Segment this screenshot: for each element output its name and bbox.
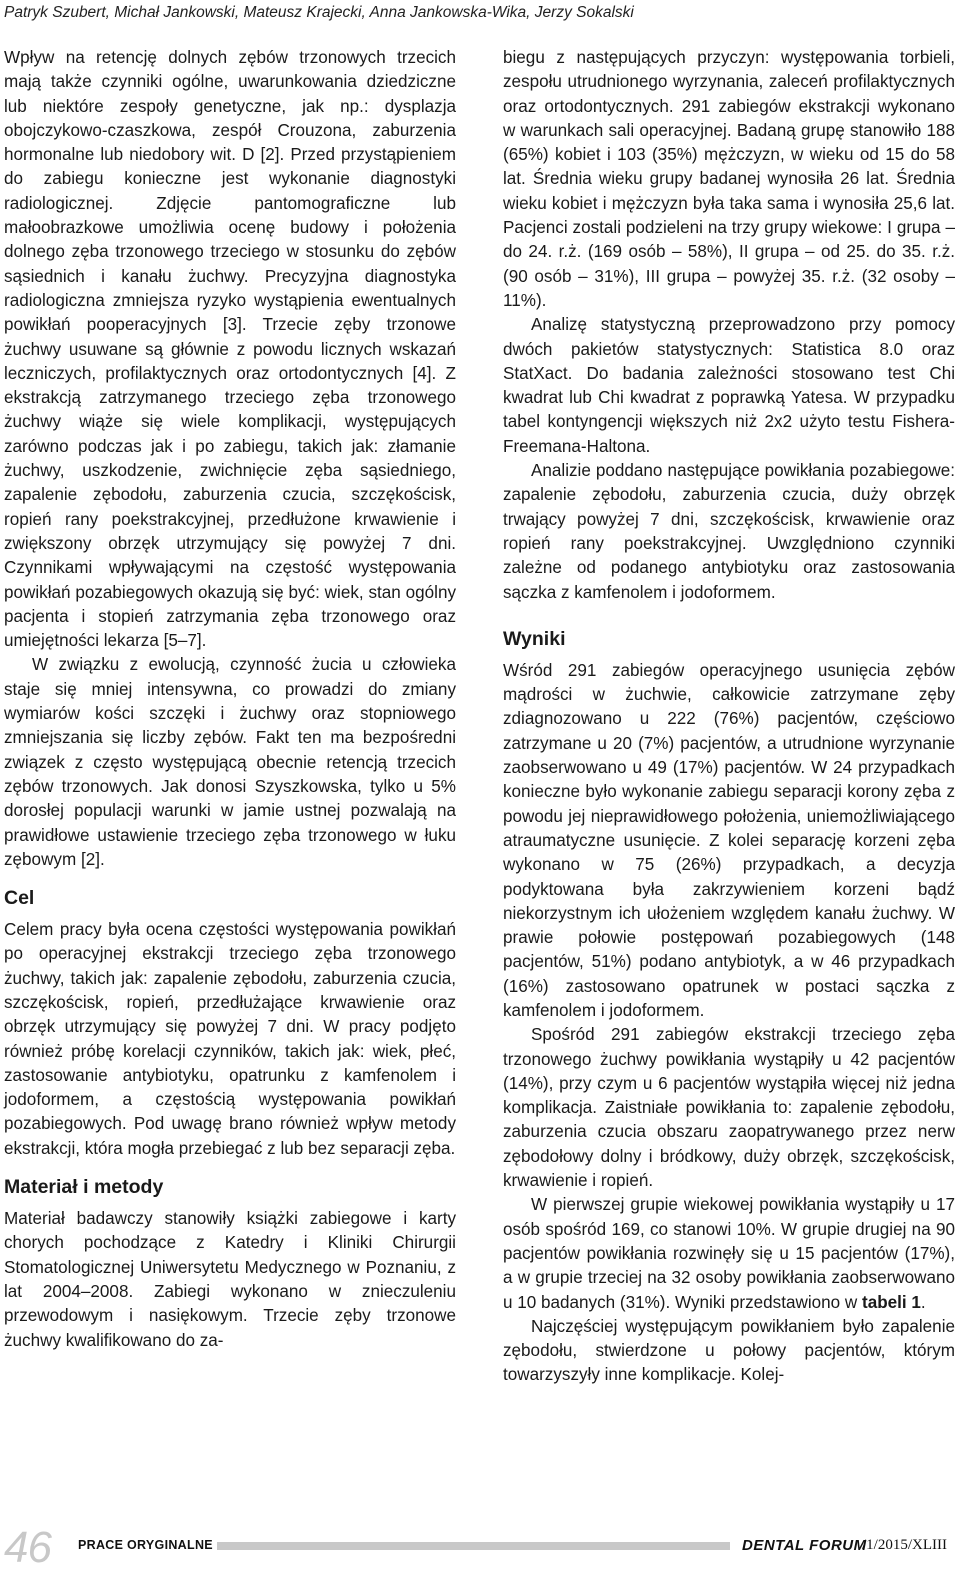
methods-paragraph: Analizie poddano następujące powikłania pozabiegowe: zapalenie zębodołu, zaburzenia czucia, duży obrzęk trwający powyżej 7 dni, szczękościsk, krwawienie oraz ropień rany poekstrakcyjnej. Uwzględniono czynniki zależne od podanego antybiotyku oraz zastosowania sączka z kamfenolem i jodoformem. xyxy=(503,461,955,602)
results-paragraph: Najczęściej występującym powikłaniem było zapalenie zębodołu, stwierdzone u połowy pacjentów, którym towarzyszyły inne komplikacje. Kolej- xyxy=(503,1316,955,1385)
journal-issue: /1/2015/XLIII xyxy=(862,1537,947,1553)
intro-paragraph: Wpływ na retencję dolnych zębów trzonowych trzecich mają także czynniki ogólne, uwarunkowania dziedziczne lub niektóre zespoły genetyczne, jak np.: dysplazja obojczykowo-czaszkowa, zespół Crouzona, zaburzenia hormonalne lub niedobory wit. D [2]. Przed przystąpieniem do zabiegu konieczne jest wykonanie diagnostyki radiologicznej. Zdjęcie pantomograficzne lub małoobrazkowe umożliwia ocenę budowy i położenia dolnego zęba trzonowego trzeciego w stosunku do zębów sąsiednich i kanału żuchwy. Precyzyjna diagnostyka radiologiczna zmniejsza ryzyko wystąpienia ewentualnych powikłań pooperacyjnych [3]. Trzecie zęby trzonowe żuchwy usuwane są głównie z powodu licznych wskazań leczniczych, profilaktycznych oraz ortodontycznych [4]. Z ekstrakcją zatrzymanego trzeciego zęba trzonowego żuchwy wiąże się wiele komplikacji, występujących zarówno podczas jak i po zabiegu, takich jak: złamanie żuchwy, uszkodzenie, zwichnięcie zęba sąsiedniego, zapalenie zębodołu, zaburzenia czucia, szczękościsk, ropień rany poekstrakcyjnej, przedłużone krwawienie i zwiększony obrzęk utrzymujący się powyżej 7 dni. Czynnikami wpływającymi na częstość występowania powikłań pozabiegowych okazują się być: wiek, stan ogólny pacjenta i stopień zatrzymania zęba trzonowego oraz umiejętności lekarza [5–7]. xyxy=(4,48,456,651)
results-paragraph xyxy=(503,1193,955,1314)
results-paragraph: Wśród 291 zabiegów operacyjnego usunięcia zębów mądrości w żuchwie, całkowicie zatrzymane zęby zdiagnozowano u 222 (76%) pacjentów, częściowo zatrzymane u 20 (7%) pacjentów, a utrudnione wyrzynanie zaobserwowano u 49 (17%) pacjentów. W 24 przypadkach konieczne było wykonanie zabiegu separacji korony zęba z powodu jej nieprawidłowego położenia, uniemożliwiającego atraumatyczne usunięcie. Z kolei separację korzeni zęba wykonano w 75 (26%) przypadkach, a decyzja podyktowana była zakrzywieniem korzeni bądź niekorzystnym ich ułożeniem względem kanału żuchwy. W prawie połowie postępowań pozabiegowych (148 pacjentów, 51%) podano antybiotyk, a w 46 przypadkach (16%) zastosowano opatrunek w postaci sączka z kamfenolem i jodoformem. xyxy=(503,660,955,1020)
methods-paragraph: Materiał badawczy stanowiły książki zabiegowe i karty chorych pochodzące z Katedry i Kliniki Chirurgii Stomatologicznej Uniwersytetu Medycznego w Poznaniu, z lat 2004–2008. Zabiegi wykonano w znieczuleniu przewodowym i nasiękowym. Trzecie zęby trzonowe żuchwy kwalifikowano do za- xyxy=(4,1209,456,1350)
methods-paragraph-continued: biegu z następujących przyczyn: występowania torbieli, zespołu utrudnionego wyrzynania, zaleceń profilaktycznych oraz ortodontycznych. 291 zabiegów ekstrakcji wykonano w warunkach sali operacyjnej. Badaną grupę stanowiło 188 (65%) kobiet i 103 (35%) mężczyzn, w wieku od 15 do 58 lat. Średnia wieku grupy badanej wynosiła 26 lat. Średnia wieku kobiet i mężczyzn była taka sama i wynosiła 25,6 lat. Pacjenci zostali podzieleni na trzy grupy wiekowe: I grupa – do 24. r.ż. (169 osób – 58%), II grupa – od 25. do 35. r.ż. (90 osób – 31%), III grupa – powyżej 35. r.ż. (32 osoby – 11%). xyxy=(503,48,955,310)
left-column xyxy=(4,46,456,1353)
article-authors: Patryk Szubert, Michał Jankowski, Mateusz Krajecki, Anna Jankowska-Wika, Jerzy Sokalski xyxy=(4,4,634,21)
intro-paragraph: W związku z ewolucją, czynność żucia u człowieka staje się mniej intensywna, co prowadzi do zmiany wymiarów kości szczęki i żuchwy oraz stopniowego zmniejszania się liczby zębów. Fakt ten ma bezpośredni związek z często występującą obecnie retencją trzecich zębów trzonowych. Jak donosi Szyszkowska, tylko u 5% dorosłej populacji warunki w jamie ustnej pozwalają na prawidłowe ustawienie trzeciego zęba trzonowego w łuku zębowym [2]. xyxy=(4,655,456,869)
results-text-end: . xyxy=(920,1292,926,1312)
results-paragraph: Spośród 291 zabiegów ekstrakcji trzeciego zęba trzonowego żuchwy powikłania wystąpiły u 42 pacjentów (14%), przy czym u 6 pacjentów wystąpiła więcej niż jedna komplikacja. Zaistniałe powikłania to: zapalenie zębodołu, zaburzenia czucia obszaru zaopatrywanego przez nerw zębodołowy dolny i bródkowy, duży obrzęk, szczękościsk, krwawienie i ropień. xyxy=(503,1025,955,1191)
section-heading-methods: Materiał i metody xyxy=(4,1176,164,1199)
journal-name: DENTAL FORUM xyxy=(742,1537,867,1554)
section-label: PRACE ORYGINALNE xyxy=(78,1538,217,1552)
page-footer xyxy=(0,1515,960,1570)
right-column xyxy=(503,46,955,1388)
section-heading-cel: Cel xyxy=(4,887,35,910)
table-reference: tabeli 1 xyxy=(862,1292,921,1312)
cel-paragraph: Celem pracy była ocena częstości występowania powikłań po operacyjnej ekstrakcji trzeciego zęba trzonowego żuchwy, takich jak: zapalenie zębodołu, zaburzenia czucia, szczękościsk, ropień, przedłużające krwawienie oraz obrzęk utrzymujący się powyżej 7 dni. W pracy podjęto również próbę korelacji czynników, takich jak: wiek, płeć, zastosowanie antybiotyku, opatrunku z kamfenolem i jodoformem, a częstością występowania powikłań pozabiegowych. Pod uwagę brano również wpływ metody ekstrakcji, która mogła przebiegać z lub bez separacji zęba. xyxy=(4,920,456,1158)
methods-paragraph: Analizę statystyczną przeprowadzono przy pomocy dwóch pakietów statystycznych: Statistica 8.0 oraz StatXact. Do badania zależności stosowano test Chi kwadrat lub Chi kwadrat z poprawką Yatesa. W przypadku tabel kontyngencji większych niż 2x2 użyto testu Fishera-Freemana-Haltona. xyxy=(503,315,955,456)
section-heading-results: Wyniki xyxy=(503,627,566,650)
results-text: W pierwszej grupie wiekowej powikłania wystąpiły u 17 osób spośród 169, co stanowi 10%. W grupie drugiej na 90 pacjentów powikłania rozwinęły się u 15 pacjentów (17%), a w grupie trzeciej na 32 osoby powikłania zaobserwowano u 10 badanych (31%). Wyniki przedstawiono w xyxy=(503,1195,955,1312)
page-number: 46 xyxy=(4,1523,51,1570)
